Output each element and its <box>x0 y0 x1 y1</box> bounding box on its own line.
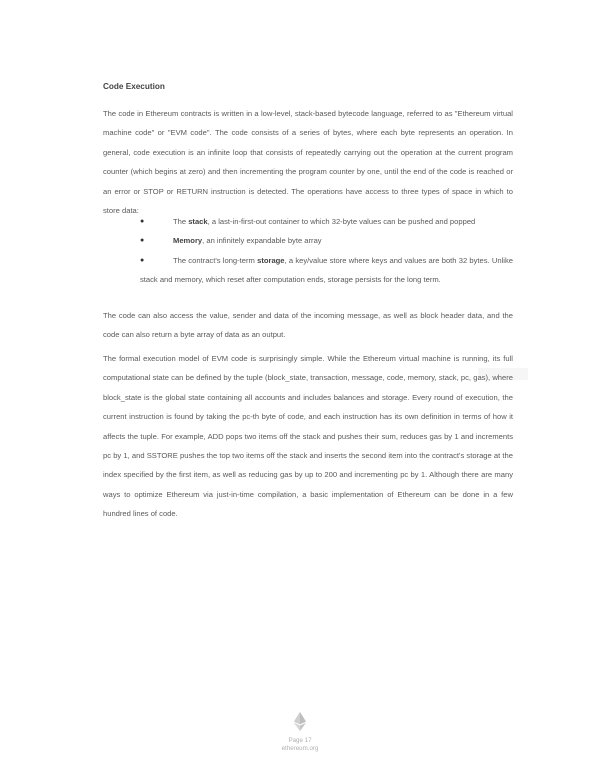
bullet-list <box>103 212 513 290</box>
bullet-text: , a key/value store where keys and values are both 32 bytes. Unlike stack and memory, which reset after computation ends, storage persists for the long term. <box>140 255 513 285</box>
ethereum-logo-icon <box>294 712 306 731</box>
page-number: Page 17 <box>288 737 312 744</box>
bullet-text: , a last-in-first-out container to which 32-byte values can be pushed and popped <box>207 217 476 226</box>
bullet-item-stack <box>103 212 513 231</box>
bullet-term: stack <box>188 217 208 226</box>
page-footer <box>0 712 600 753</box>
bullet-text: The contract's long-term <box>173 255 258 265</box>
bullet-term: Memory <box>173 236 203 246</box>
bullet-text: , an infinitely expandable byte array <box>202 236 322 246</box>
paragraph-message-access: The code can also access the value, sender and data of the incoming message, as well as block header data, and the code can also return a byte array of data as an output. <box>103 311 513 340</box>
bullet-text: The <box>173 217 189 226</box>
bullet-item-memory <box>103 231 513 250</box>
site-url: ethereum.org <box>281 745 319 752</box>
section-heading: Code Execution <box>103 82 165 91</box>
bullet-icon: ● <box>140 256 145 264</box>
bullet-term: storage <box>257 255 285 265</box>
bullet-item-storage <box>140 251 513 290</box>
paragraph-execution-model: The formal execution model of EVM code is surprisingly simple. While the Ethereum virtual machine is running, its full computational state can be defined by the tuple (block_state, transaction, message, code, memory, stack, pc, gas), where block_state is the global state containing all accounts and includes balances and storage. Every round of execution, the current instruction is found by taking the pc-th byte of code, and each instruction has its own definition in terms of how it affects the tuple. For example, ADD pops two items off the stack and pushes their sum, reduces gas by 1 and increments pc by 1, and SSTORE pushes the top two items off the stack and inserts the second item into the contract's storage at the index specified by the first item, as well as reducing gas by up to 200 and incrementing pc by 1. Although there are many ways to optimize Ethereum via just-in-time compilation, a basic implementation of Ethereum can be done in a few hundred lines of code. <box>103 354 513 519</box>
bullet-icon: ● <box>140 218 145 225</box>
paragraph-intro: The code in Ethereum contracts is written in a low-level, stack-based bytecode language, referred to as "Ethereum virtual machine code" or "EVM code". The code consists of a series of bytes, where each byte represents an operation. In general, code execution is an infinite loop that consists of repeatedly carrying out the operation at the current program counter (which begins at zero) and then incrementing the program counter by one, until the end of the code is reached or an error or STOP or RETURN instruction is detected. The operations have access to three types of space in which to store data: <box>103 109 513 216</box>
bullet-icon: ● <box>140 237 145 245</box>
